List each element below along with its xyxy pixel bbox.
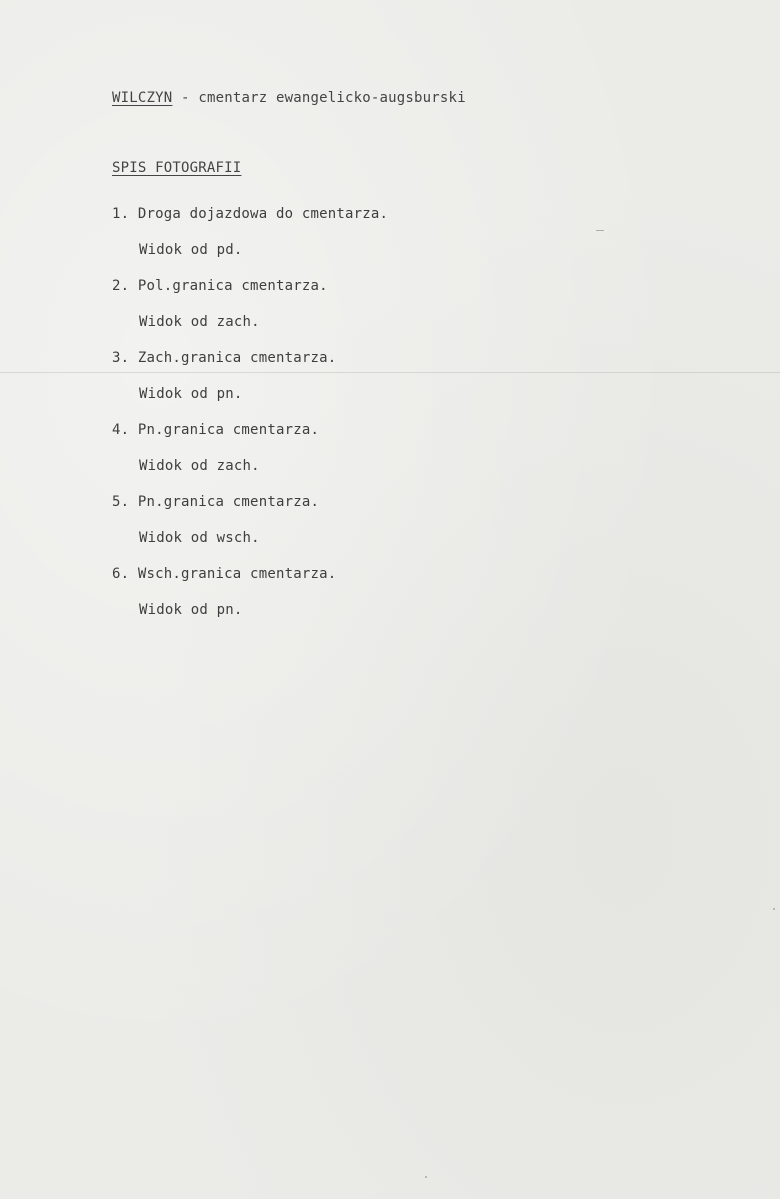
list-item-view: Widok od pd. xyxy=(139,242,243,258)
list-item-title: 6. Wsch.granica cmentarza. xyxy=(112,566,337,582)
list-item xyxy=(112,277,388,331)
list-item xyxy=(112,349,388,403)
list-item-title: 3. Zach.granica cmentarza. xyxy=(112,350,337,366)
list-item-title: 1. Droga dojazdowa do cmentarza. xyxy=(112,206,389,222)
document-heading xyxy=(112,90,466,106)
list-item-title: 5. Pn.granica cmentarza. xyxy=(112,494,320,510)
paper-speck xyxy=(425,1176,427,1178)
list-item-view: Widok od zach. xyxy=(139,458,260,474)
list-item-view: Widok od pn. xyxy=(139,602,243,618)
list-item-title: 4. Pn.granica cmentarza. xyxy=(112,422,320,438)
list-item xyxy=(112,565,388,619)
heading-place: WILCZYN xyxy=(112,90,173,106)
list-item-view: Widok od wsch. xyxy=(139,530,260,546)
list-item-title: 2. Pol.granica cmentarza. xyxy=(112,278,328,294)
list-item-view: Widok od pn. xyxy=(139,386,243,402)
list-item xyxy=(112,493,388,547)
section-title: SPIS FOTOGRAFII xyxy=(112,160,242,176)
paper-speck xyxy=(773,908,775,910)
photo-list xyxy=(112,205,388,637)
list-item xyxy=(112,421,388,475)
heading-description: cmentarz ewangelicko-augsburski xyxy=(198,90,466,106)
paper-speck xyxy=(596,230,604,231)
list-item xyxy=(112,205,388,259)
list-item-view: Widok od zach. xyxy=(139,314,260,330)
heading-separator: - xyxy=(181,90,190,106)
